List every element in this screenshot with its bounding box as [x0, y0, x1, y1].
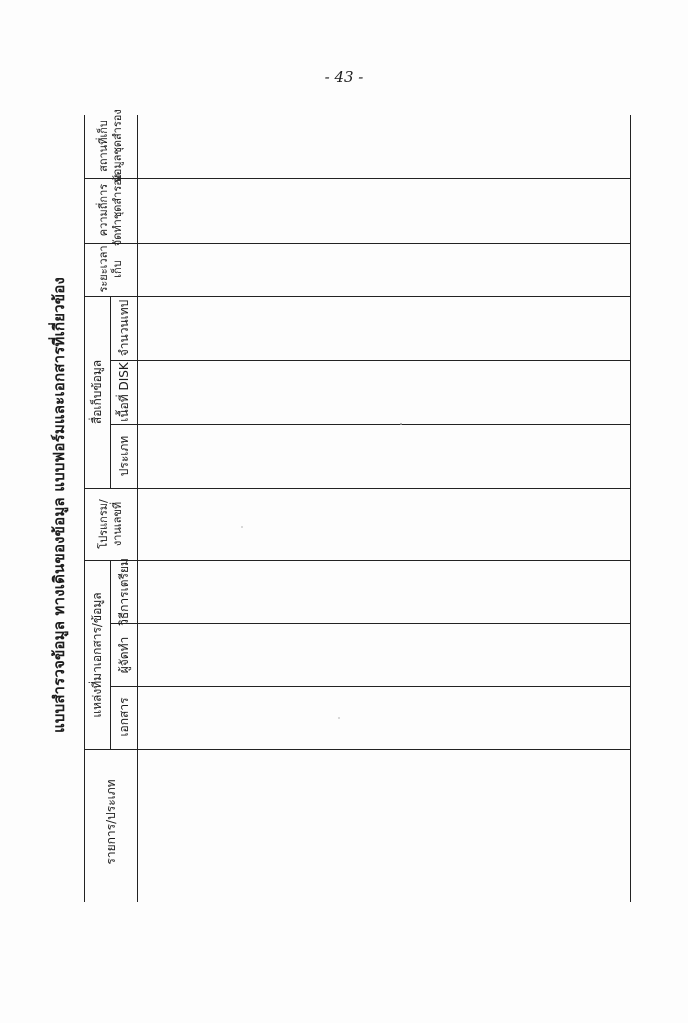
column-line: [110, 623, 631, 624]
column-line: [84, 560, 631, 561]
header-separator: [137, 115, 138, 902]
header-program-line1: โปรแกรม/: [97, 499, 110, 549]
header-program-line2: งานเลขที่: [111, 501, 124, 547]
header-source-creator: ผู้จัดทำ: [117, 636, 131, 674]
header-backup-location-line1: สถานที่เก็บ: [97, 120, 110, 172]
subheader-separator-media: [110, 296, 111, 488]
header-retention-line2: เก็บ: [111, 260, 124, 278]
column-line: [84, 749, 631, 750]
column-line: [110, 360, 631, 361]
header-backup-frequency-line2: จัดทำชุดสำรอง: [111, 173, 124, 247]
header-media-group: สื่อเก็บข้อมูล: [90, 359, 104, 425]
scan-speck: [241, 526, 243, 528]
header-source-group: แหล่งที่มาเอกสาร/ข้อมูล: [90, 592, 104, 718]
scan-speck: [338, 717, 340, 719]
page-number: - 43 -: [324, 68, 364, 86]
table-border-bottom: [630, 115, 631, 902]
header-backup-location-line2: ข้อมูลชุดสำรอง: [111, 109, 124, 183]
header-backup-location: [97, 109, 125, 183]
header-source-prep-method: วิธีการเตรียม: [117, 558, 131, 626]
header-media-disk-area: เนื้อที่ DISK: [117, 362, 131, 422]
scan-speck: [400, 423, 402, 425]
header-program: [97, 499, 125, 548]
column-line: [110, 424, 631, 425]
column-line: [110, 686, 631, 687]
column-line: [84, 178, 631, 179]
subheader-separator-source: [110, 560, 111, 749]
column-line: [84, 488, 631, 489]
header-source-document: เอกสาร: [117, 697, 131, 737]
table-border-top: [84, 115, 85, 902]
header-backup-frequency-line1: ความถี่การ: [97, 183, 110, 237]
header-item-type: รายการ/ประเภท: [104, 779, 118, 865]
column-line: [84, 243, 631, 244]
header-retention: [97, 245, 125, 292]
header-retention-line1: ระยะเวลา: [97, 245, 110, 293]
header-backup-frequency: [97, 174, 125, 246]
header-media-type: ประเภท: [117, 435, 131, 477]
header-media-tape-count: จำนวนเทป: [117, 299, 131, 357]
form-title: แบบสำรวจข้อมูล ทางเดินของข้อมูล แบบฟอร์มและเอกสารที่เกี่ยวข้อง: [50, 277, 68, 733]
column-line: [84, 296, 631, 297]
